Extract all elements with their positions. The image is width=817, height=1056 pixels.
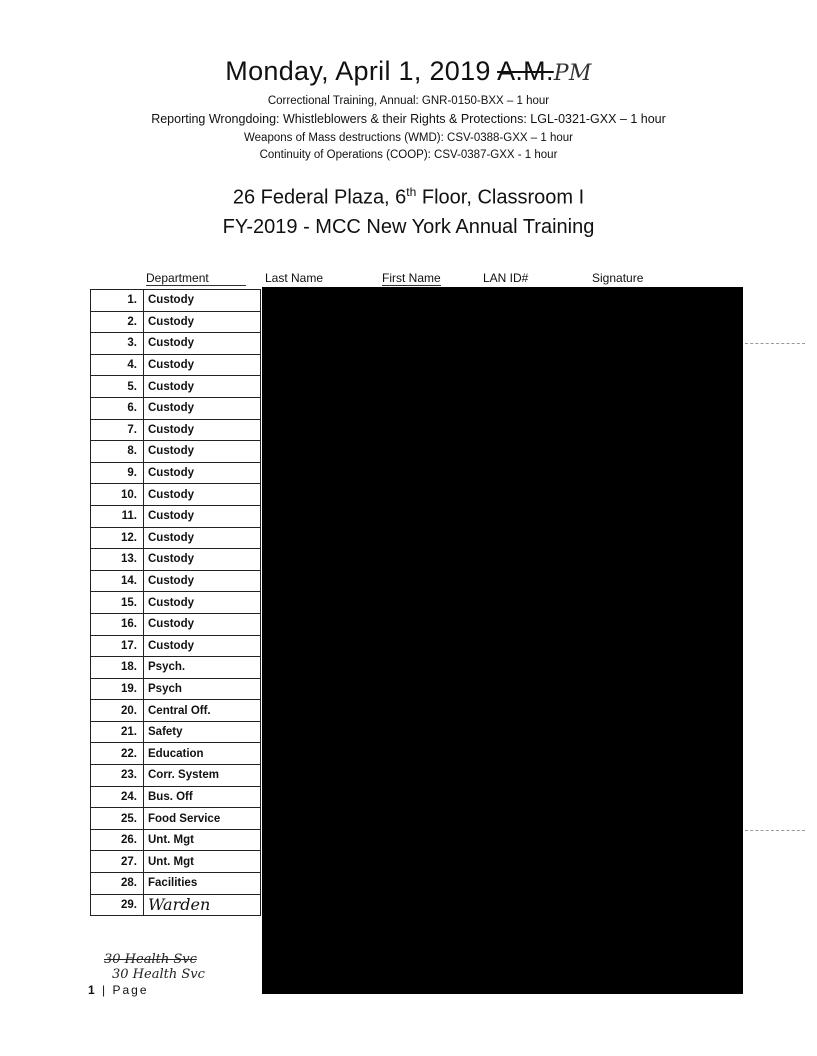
course-line-3: Weapons of Mass destructions (WMD): CSV-0388-GXX – 1 hour xyxy=(244,132,573,144)
table-row xyxy=(91,311,261,333)
table-row xyxy=(91,894,261,916)
table-row xyxy=(91,441,261,463)
table-row xyxy=(91,484,261,506)
row-number: 10. xyxy=(91,484,144,506)
row-department: Custody xyxy=(144,311,261,333)
row-department: Custody xyxy=(144,484,261,506)
col-last-name: Last Name xyxy=(265,271,324,285)
row-number: 2. xyxy=(91,311,144,333)
table-row xyxy=(91,829,261,851)
table-row xyxy=(91,397,261,419)
table-row xyxy=(91,376,261,398)
row-number: 25. xyxy=(91,808,144,830)
table-row xyxy=(91,700,261,722)
table-row xyxy=(91,505,261,527)
table-row xyxy=(91,592,261,614)
table-row xyxy=(91,635,261,657)
row-number: 23. xyxy=(91,765,144,787)
col-signature: Signature xyxy=(592,271,644,285)
table-row xyxy=(91,786,261,808)
table-row xyxy=(91,290,261,312)
row-number: 3. xyxy=(91,333,144,355)
row-number: 17. xyxy=(91,635,144,657)
row-number: 5. xyxy=(91,376,144,398)
page-number: 1 xyxy=(88,983,97,997)
course-line-1: Correctional Training, Annual: GNR-0150-BXX – 1 hour xyxy=(267,95,550,107)
row-number: 6. xyxy=(91,397,144,419)
row-number: 13. xyxy=(91,549,144,571)
row-department: Education xyxy=(144,743,261,765)
row-number: 22. xyxy=(91,743,144,765)
row-department: Unt. Mgt xyxy=(144,851,261,873)
row-number: 1. xyxy=(91,290,144,312)
row-department: Custody xyxy=(144,505,261,527)
row-department: Warden xyxy=(144,894,261,916)
document-title xyxy=(0,56,817,87)
row-number: 21. xyxy=(91,721,144,743)
table-row xyxy=(91,549,261,571)
table-row xyxy=(91,354,261,376)
col-department: Department xyxy=(146,271,246,286)
struck-handwritten-entry: 30 Health Svc xyxy=(104,952,197,967)
row-department: Custody xyxy=(144,419,261,441)
address-part: 26 Federal Plaza, 6 xyxy=(232,186,407,209)
handwritten-entry: 30 Health Svc xyxy=(112,967,205,982)
row-department: Psych xyxy=(144,678,261,700)
address-part-2: Floor, Classroom I xyxy=(416,186,585,209)
row-number: 28. xyxy=(91,873,144,895)
location-line xyxy=(0,185,817,210)
row-department: Custody xyxy=(144,613,261,635)
handwritten-time: PM xyxy=(553,61,592,86)
row-department: Custody xyxy=(144,635,261,657)
row-department: Central Off. xyxy=(144,700,261,722)
row-number: 9. xyxy=(91,462,144,484)
row-number: 26. xyxy=(91,829,144,851)
row-department: Custody xyxy=(144,549,261,571)
row-department: Custody xyxy=(144,570,261,592)
row-department: Custody xyxy=(144,441,261,463)
row-number: 16. xyxy=(91,613,144,635)
row-number: 29. xyxy=(91,894,144,916)
address-sup: th xyxy=(406,185,417,199)
row-number: 20. xyxy=(91,700,144,722)
row-department: Food Service xyxy=(144,808,261,830)
row-department: Custody xyxy=(144,290,261,312)
date-text: Monday, April 1, 2019 xyxy=(225,56,491,86)
row-department: Custody xyxy=(144,354,261,376)
table-row xyxy=(91,657,261,679)
course-line-2: Reporting Wrongdoing: Whistleblowers & their Rights & Protections: LGL-0321-GXX – 1 hour xyxy=(151,112,666,126)
course-line-4: Continuity of Operations (COOP): CSV-0387-GXX - 1 hour xyxy=(259,149,558,161)
scan-artifact xyxy=(745,343,805,344)
table-row xyxy=(91,570,261,592)
row-number: 12. xyxy=(91,527,144,549)
row-department: Unt. Mgt xyxy=(144,829,261,851)
row-department: Custody xyxy=(144,376,261,398)
table-row xyxy=(91,851,261,873)
redaction-block xyxy=(262,287,743,994)
col-lan-id: LAN ID# xyxy=(483,271,529,285)
row-number: 27. xyxy=(91,851,144,873)
table-row xyxy=(91,527,261,549)
row-number: 24. xyxy=(91,786,144,808)
col-first-name: First Name xyxy=(382,271,441,285)
signin-table xyxy=(90,289,261,916)
table-row xyxy=(91,462,261,484)
row-department: Psych. xyxy=(144,657,261,679)
row-department: Safety xyxy=(144,721,261,743)
table-body xyxy=(91,290,261,916)
row-department: Custody xyxy=(144,462,261,484)
table-row xyxy=(91,419,261,441)
row-number: 14. xyxy=(91,570,144,592)
struck-time: A.M. xyxy=(497,56,554,86)
table-row xyxy=(91,765,261,787)
row-department: Custody xyxy=(144,592,261,614)
table-row xyxy=(91,678,261,700)
row-number: 19. xyxy=(91,678,144,700)
row-department: Custody xyxy=(144,333,261,355)
row-department: Bus. Off xyxy=(144,786,261,808)
table-row xyxy=(91,333,261,355)
row-number: 15. xyxy=(91,592,144,614)
row-number: 18. xyxy=(91,657,144,679)
scan-artifact xyxy=(745,830,805,831)
row-number: 11. xyxy=(91,505,144,527)
program-title: FY-2019 - MCC New York Annual Training xyxy=(222,216,595,238)
table-row xyxy=(91,613,261,635)
table-row xyxy=(91,808,261,830)
table-row xyxy=(91,873,261,895)
row-number: 4. xyxy=(91,354,144,376)
table-row xyxy=(91,743,261,765)
row-number: 7. xyxy=(91,419,144,441)
row-department: Corr. System xyxy=(144,765,261,787)
row-department: Custody xyxy=(144,397,261,419)
row-number: 8. xyxy=(91,441,144,463)
row-department: Facilities xyxy=(144,873,261,895)
table-row xyxy=(91,721,261,743)
page-footer xyxy=(88,983,149,997)
page-label: | Page xyxy=(102,983,149,997)
row-department: Custody xyxy=(144,527,261,549)
